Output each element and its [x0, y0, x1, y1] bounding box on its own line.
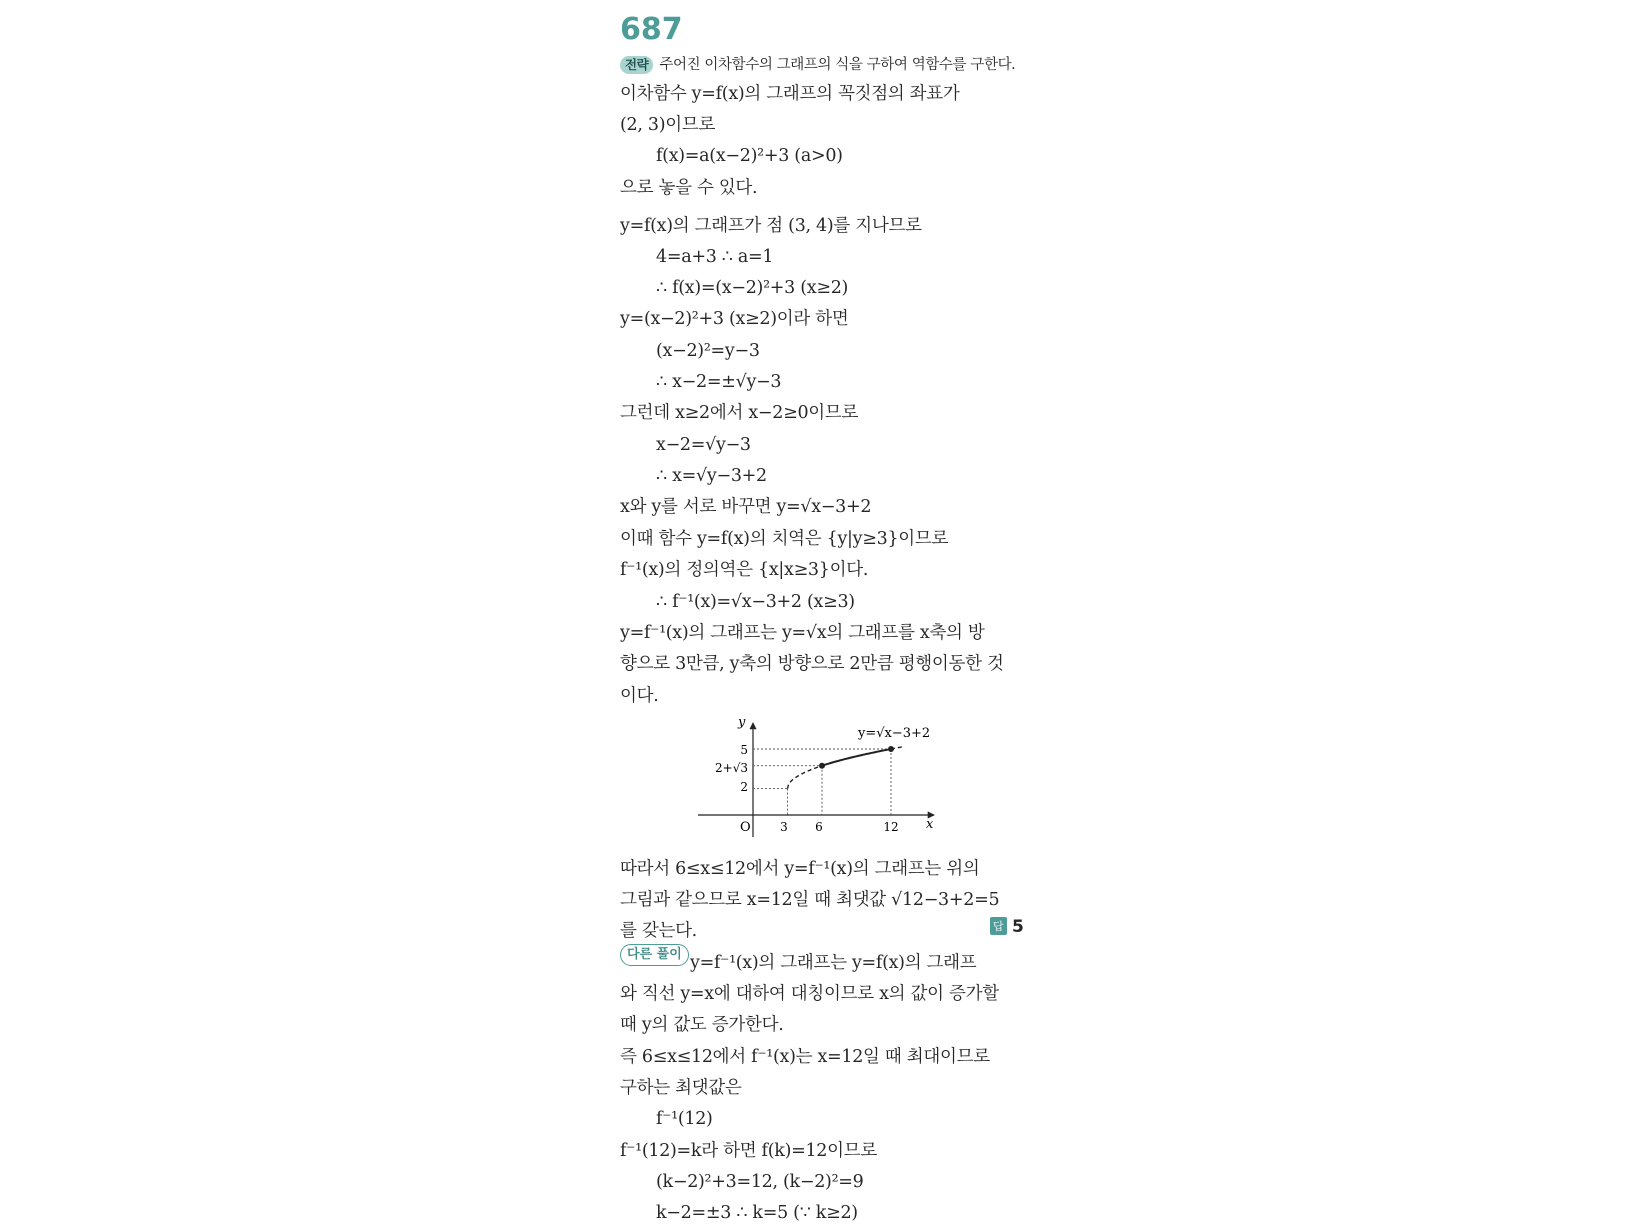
equation-line: f⁻¹(12) [656, 1109, 713, 1129]
equation-line: 4=a+3 ∴ a=1 [656, 247, 774, 267]
x-axis-label: x [926, 817, 934, 832]
text-line: 를 갖는다. [620, 921, 697, 941]
text-line: f⁻¹(12)=k라 하면 f(k)=12이므로 [620, 1141, 877, 1161]
y-tick-2-plus-sqrt3: 2+√3 [715, 761, 748, 775]
equation-line: k−2=±3 ∴ k=5 (∵ k≥2) [656, 1203, 858, 1223]
strategy-badge: 전략 [620, 56, 653, 74]
text-line: 그런데 x≥2에서 x−2≥0이므로 [620, 403, 859, 423]
text-line: 으로 놓을 수 있다. [620, 178, 758, 198]
text-line: y=f⁻¹(x)의 그래프는 y=√x의 그래프를 x축의 방 [620, 623, 985, 643]
y-tick-5: 5 [740, 743, 748, 757]
text-line: 향으로 3만큼, y축의 방향으로 2만큼 평행이동한 것 [620, 654, 1004, 674]
equation-line: ∴ x=√y−3+2 [656, 466, 767, 486]
text-line: 이때 함수 y=f(x)의 치역은 {y|y≥3}이므로 [620, 529, 949, 549]
text-line: y=f⁻¹(x)의 그래프는 y=f(x)의 그래프 [690, 953, 977, 973]
endpoint-x12 [888, 746, 894, 752]
text-line: 이차함수 y=f(x)의 그래프의 꼭짓점의 좌표가 [620, 84, 960, 104]
y-axis-label: y [738, 715, 746, 730]
x-tick-3: 3 [780, 820, 788, 834]
equation-line: x−2=√y−3 [656, 435, 751, 455]
text-line: 와 직선 y=x에 대하여 대칭이므로 x의 값이 증가할 [620, 984, 999, 1004]
equation-line: ∴ x−2=±√y−3 [656, 372, 782, 392]
text-line: (2, 3)이므로 [620, 115, 716, 135]
origin-label: O [740, 820, 751, 835]
curve-solid-segment [822, 749, 891, 766]
equation-line: f(x)=a(x−2)²+3 (a>0) [656, 146, 843, 166]
curve-dashed-left [788, 766, 823, 789]
text-line: 즉 6≤x≤12에서 f⁻¹(x)는 x=12일 때 최대이므로 [620, 1047, 990, 1067]
graph-figure [698, 715, 938, 840]
text-line: y=f(x)의 그래프가 점 (3, 4)를 지나므로 [620, 216, 922, 236]
text-line: f⁻¹(x)의 정의역은 {x|x≥3}이다. [620, 560, 869, 580]
text-line: 그림과 같으므로 x=12일 때 최댓값 √12−3+2=5 [620, 890, 1000, 910]
text-line: 때 y의 값도 증가한다. [620, 1015, 784, 1035]
text-line: 따라서 6≤x≤12에서 y=f⁻¹(x)의 그래프는 위의 [620, 859, 980, 879]
answer-value: 5 [1012, 917, 1024, 937]
alt-solution-badge: 다른 풀이 [620, 944, 689, 966]
y-tick-2: 2 [740, 780, 748, 794]
text-line: 이다. [620, 686, 659, 706]
text-line: y=(x−2)²+3 (x≥2)이라 하면 [620, 309, 849, 329]
curve-label: y=√x−3+2 [858, 726, 931, 741]
text-line: x와 y를 서로 바꾸면 y=√x−3+2 [620, 497, 872, 517]
equation-line: ∴ f⁻¹(x)=√x−3+2 (x≥3) [656, 592, 855, 612]
x-tick-6: 6 [815, 820, 823, 834]
text-line: 구하는 최댓값은 [620, 1078, 742, 1098]
strategy-text: 주어진 이차함수의 그래프의 식을 구하여 역함수를 구한다. [659, 57, 1016, 73]
endpoint-x6 [819, 763, 825, 769]
guide-lines [753, 749, 891, 815]
problem-number: 687 [620, 12, 683, 47]
equation-line: (x−2)²=y−3 [656, 341, 760, 361]
equation-line: (k−2)²+3=12, (k−2)²=9 [656, 1172, 864, 1192]
answer-marker [990, 917, 1024, 937]
answer-badge: 답 [990, 917, 1007, 935]
strategy-line [620, 53, 1015, 73]
equation-line: ∴ f(x)=(x−2)²+3 (x≥2) [656, 278, 849, 298]
x-tick-12: 12 [883, 820, 899, 834]
